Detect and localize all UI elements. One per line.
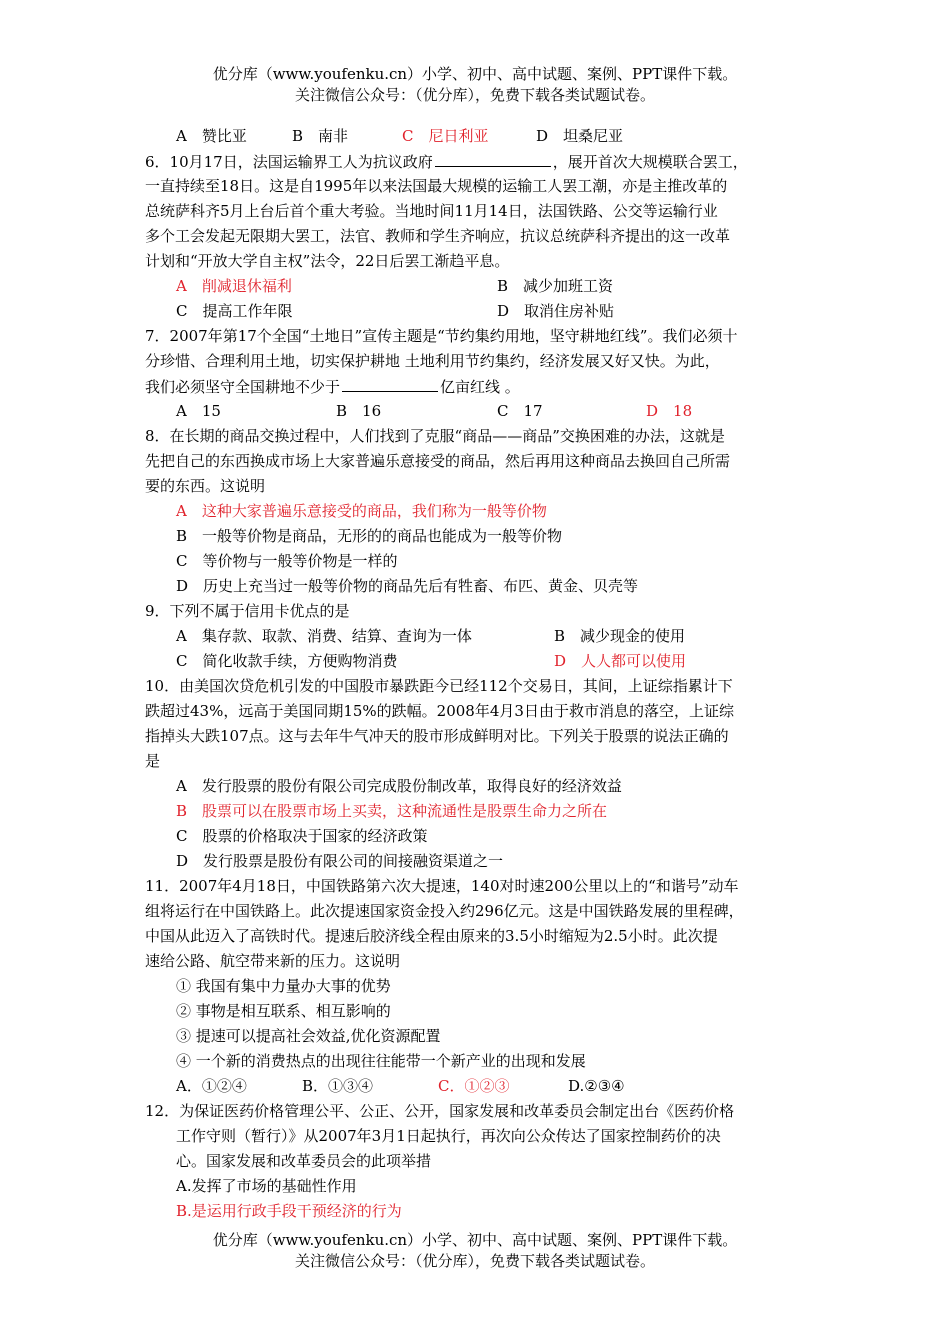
- header-line-1: 优分库（www.youfenku.cn）小学、初中、高中试题、案例、PPT课件下载。: [212, 65, 738, 83]
- q6-line-4: 多个工会发起无限期大罢工，法官、教师和学生齐响应，抗议总统萨科齐提出的这一改革: [145, 227, 731, 245]
- q5-option-d: D 坦桑尼亚: [536, 127, 624, 145]
- q9-line-1: 9．下列不属于信用卡优点的是: [145, 602, 350, 620]
- q11-option-a: A．①②④: [176, 1077, 247, 1095]
- q8-option-b: B 一般等价物是商品，无形的的商品也能成为一般等价物: [176, 527, 563, 545]
- q11-option-c-answer: C．①②③: [438, 1077, 510, 1095]
- q6-line-2: 一直持续至18日。这是自1995年以来法国最大规模的运输工人罢工潮，亦是主推改革的: [145, 177, 728, 195]
- q11-line-1: 11．2007年4月18日，中国铁路第六次大提速，140对时速200公里以上的“和谐号”动车: [145, 877, 739, 895]
- q6-stem-part-2: ，展开首次大规模联合罢工，: [552, 153, 748, 171]
- q10-line-2: 跌超过43%，远高于美国同期15%的跌幅。2008年4月3日由于救市消息的落空，上证综: [145, 702, 734, 720]
- q11-statement-3: ③ 提速可以提高社会效益,优化资源配置: [176, 1027, 441, 1045]
- q8-line-1: 8．在长期的商品交换过程中，人们找到了克服“商品——商品”交换困难的办法，这就是: [145, 427, 725, 445]
- q7-option-b: B 16: [336, 402, 382, 420]
- q6-option-c: C 提高工作年限: [176, 302, 293, 320]
- q7-line-2: 分珍惜、合理利用土地，切实保护耕地 土地利用节约集约，经济发展又好又快。为此，: [145, 352, 720, 370]
- q10-option-c: C 股票的价格取决于国家的经济政策: [176, 827, 428, 845]
- q6-option-b: B 减少加班工资: [497, 277, 614, 295]
- q10-option-a: A 发行股票的股份有限公司完成股份制改革，取得良好的经济效益: [176, 777, 622, 795]
- q8-line-2: 先把自己的东西换成市场上大家普遍乐意接受的商品，然后再用这种商品去换回自己所需: [145, 452, 731, 470]
- q7-option-d-answer: D 18: [646, 402, 693, 420]
- q12-line-3: 心。国家发展和改革委员会的此项举措: [176, 1152, 432, 1170]
- q6-line-3: 总统萨科齐5月上台后首个重大考验。当地时间11月14日，法国铁路、公交等运输行业: [145, 202, 718, 220]
- q8-option-d: D 历史上充当过一般等价物的商品先后有牲畜、布匹、黄金、贝壳等: [176, 577, 639, 595]
- q11-option-d: D.②③④: [568, 1077, 625, 1095]
- q7-line-1: 7．2007年第17个全国“土地日”宣传主题是“节约集约用地，坚守耕地红线”。我们必须十: [145, 327, 738, 345]
- q5-option-a: A 赞比亚: [176, 127, 247, 145]
- q8-option-a-answer: A 这种大家普遍乐意接受的商品，我们称为一般等价物: [176, 502, 547, 520]
- q7-answer-blank: [342, 376, 438, 392]
- q6-option-d: D 取消住房补贴: [497, 302, 615, 320]
- q6-option-a-answer: A 削减退休福利: [176, 277, 292, 295]
- q10-line-3: 指掉头大跌107点。这与去年牛气冲天的股市形成鲜明对比。下列关于股票的说法正确的: [145, 727, 729, 745]
- q9-option-c: C 简化收款手续，方便购物消费: [176, 652, 398, 670]
- footer-line-1: 优分库（www.youfenku.cn）小学、初中、高中试题、案例、PPT课件下载。: [212, 1231, 738, 1249]
- q7-stem-part-2: 亿亩红线 。: [440, 378, 520, 396]
- q10-line-1: 10．由美国次贷危机引发的中国股市暴跌距今已经112个交易日，其间，上证综指累计下: [145, 677, 733, 695]
- q10-option-d: D 发行股票是股份有限公司的间接融资渠道之一: [176, 852, 504, 870]
- q12-option-b-answer: B.是运用行政手段干预经济的行为: [176, 1202, 402, 1220]
- q11-statement-4: ④ 一个新的消费热点的出现往往能带一个新产业的出现和发展: [176, 1052, 586, 1070]
- q9-option-d-answer: D 人人都可以使用: [554, 652, 687, 670]
- q11-line-3: 中国从此迈入了高铁时代。提速后胶济线全程由原来的3.5小时缩短为2.5小时。此次提: [145, 927, 718, 945]
- q7-option-c: C 17: [497, 402, 543, 420]
- q9-option-b: B 减少现金的使用: [554, 627, 686, 645]
- header-line-2: 关注微信公众号：（优分库），免费下载各类试题试卷。: [294, 86, 655, 104]
- q9-option-a: A 集存款、取款、消费、结算、查询为一体: [176, 627, 472, 645]
- q12-line-2: 工作守则（暂行）》从2007年3月1日起执行，再次向公众传达了国家控制药价的决: [176, 1127, 721, 1145]
- q6-line-1: [145, 151, 748, 172]
- q5-option-b: B 南非: [292, 127, 349, 145]
- q7-stem-part-1: 我们必须坚守全国耕地不少于: [145, 378, 341, 396]
- q7-line-3: [145, 376, 520, 397]
- q6-line-5: 计划和“开放大学自主权”法令，22日后罢工渐趋平息。: [145, 252, 510, 270]
- q6-answer-blank: [435, 151, 551, 167]
- q11-statement-2: ② 事物是相互联系、相互影响的: [176, 1002, 391, 1020]
- q8-option-c: C 等价物与一般等价物是一样的: [176, 552, 398, 570]
- q11-option-b: B．①③④: [302, 1077, 374, 1095]
- q8-line-3: 要的东西。这说明: [145, 477, 266, 495]
- q12-line-1: 12．为保证医药价格管理公平、公正、公开，国家发展和改革委员会制定出台《医药价格: [145, 1102, 735, 1120]
- q7-option-a: A 15: [176, 402, 221, 420]
- q10-line-4: 是: [145, 752, 161, 770]
- q11-line-4: 速给公路、航空带来新的压力。这说明: [145, 952, 401, 970]
- q11-line-2: 组将运行在中国铁路上。此次提速国家资金投入约296亿元。这是中国铁路发展的里程碑，: [145, 902, 744, 920]
- q6-stem-part-1: 6．10月17日，法国运输界工人为抗议政府: [145, 153, 433, 171]
- footer-line-2: 关注微信公众号：（优分库），免费下载各类试题试卷。: [294, 1252, 655, 1270]
- q11-statement-1: ① 我国有集中力量办大事的优势: [176, 977, 391, 995]
- q10-option-b-answer: B 股票可以在股票市场上买卖，这种流通性是股票生命力之所在: [176, 802, 608, 820]
- q5-option-c-answer: C 尼日利亚: [402, 127, 489, 145]
- q12-option-a: A.发挥了市场的基础性作用: [176, 1177, 357, 1195]
